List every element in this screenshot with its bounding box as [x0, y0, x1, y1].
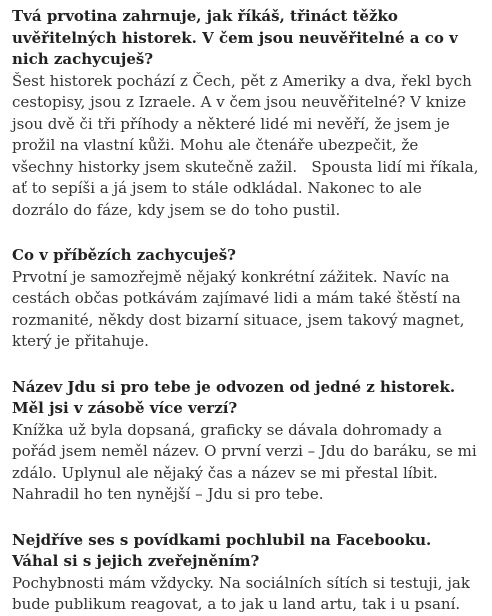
- answer-3: Knížka už byla dopsaná, graficky se dávala dohromady a pořád jsem neměl název. O první verzi – Jdu do baráku, se mi zdálo. Uplynul ale nějaký čas a název se mi přestal líbit. Nahradil ho ten nynější – Jdu si pro tebe.: [12, 420, 482, 503]
- question-4: Nejdříve ses s povídkami pochlubil na Facebooku. Váhal si s jejich zveřejněním?: [12, 530, 432, 570]
- answer-1: Šest historek pochází z Čech, pět z Ameriky a dva, řekl bych cestopisy, jsou z Izraele. A v čem jsou neuvěřitelné? V knize jsou dvě či tři příhody a některé lidé mi nevěří, že jsem je prožil na vlastní kůži. Mohu ale čtenáře ubezpečit, že všechny historky jsem skutečně zažil. Spousta lidí mi říkala, ať to sepíši a já jsem to stále odkládal. Nakonec to ale dozrálo do fáze, kdy jsem se do toho pustil.: [12, 71, 484, 219]
- answer-2: Prvotní je samozřejmě nějaký konkrétní zážitek. Navíc na cestách občas potkávám zajímavé lidi a mám také štěstí na rozmanité, někdy dost bizarní situace, jsem takový magnet, který je přitahuje.: [12, 267, 470, 350]
- question-3: Název Jdu si pro tebe je odvozen od jedné z historek. Měl jsi v zásobě více verzí?: [12, 377, 456, 417]
- qa-block-3: [12, 377, 482, 506]
- answer-4: Pochybnosti mám vždycky. Na sociálních sítích si testuji, jak bude publikum reagovat, a to jak u land artu, tak i u psaní.: [12, 573, 475, 613]
- qa-block-1: [12, 6, 482, 221]
- qa-block-2: [12, 245, 482, 353]
- question-1: Tvá prvotina zahrnuje, jak říkáš, třináct těžko uvěřitelných historek. V čem jsou neuvěřitelné a co v nich zachycuješ?: [12, 7, 458, 68]
- question-2: Co v příbězích zachycuješ?: [12, 246, 236, 264]
- qa-block-4: [12, 530, 482, 616]
